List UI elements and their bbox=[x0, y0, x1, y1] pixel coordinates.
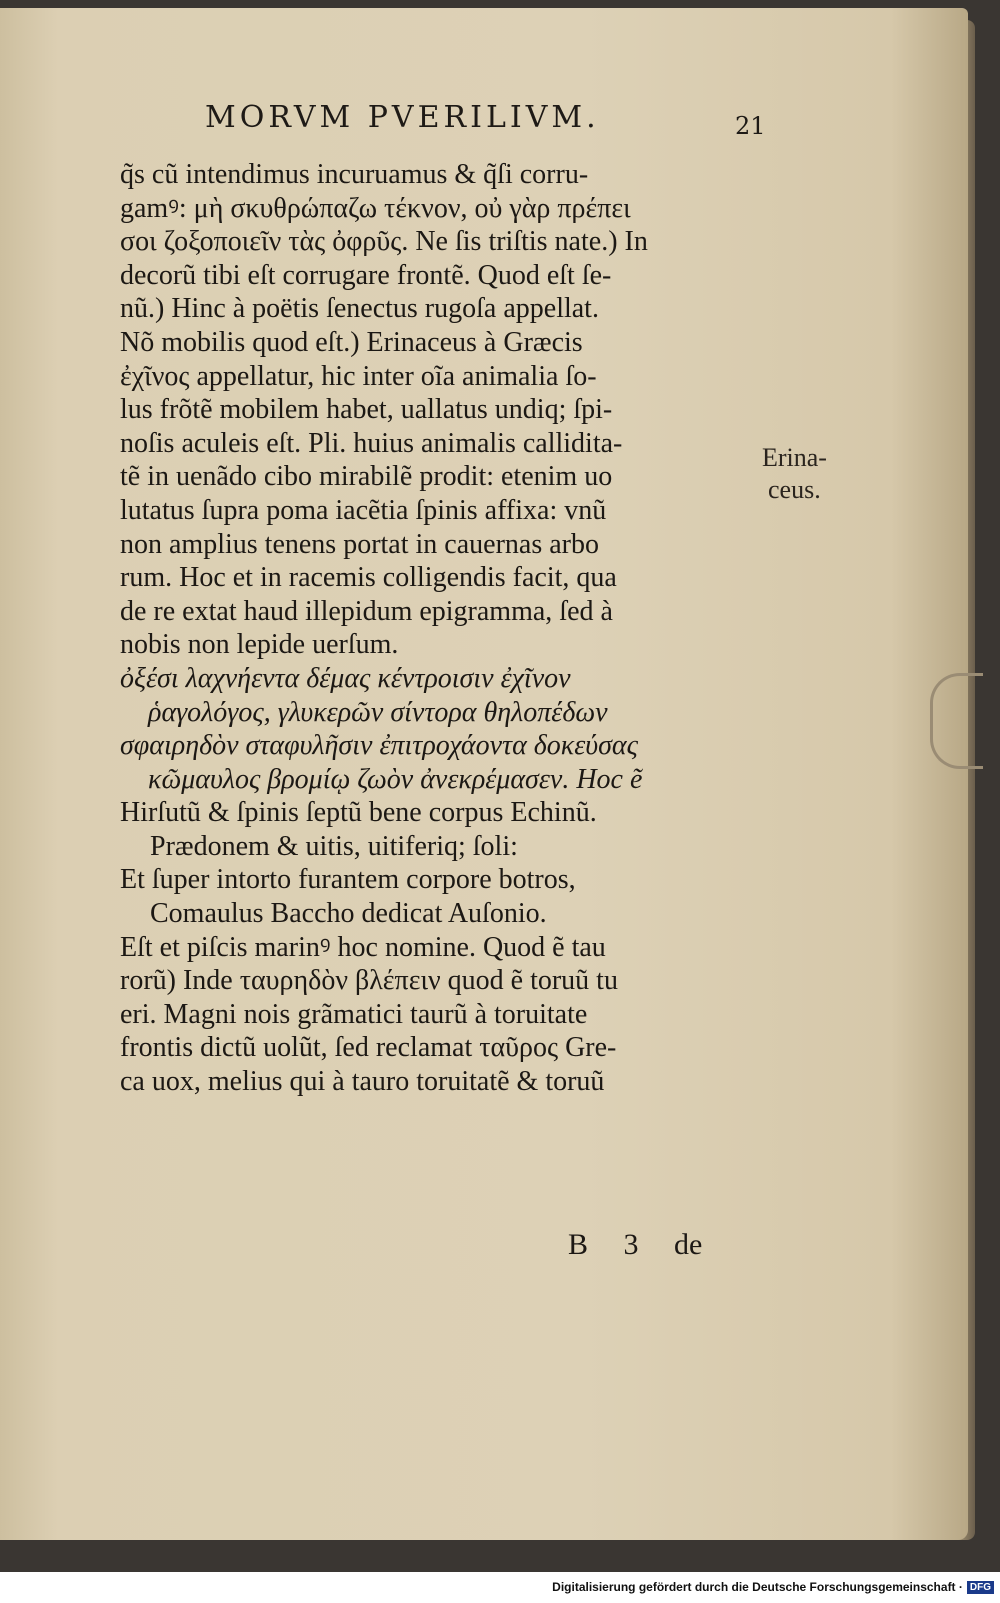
marginal-note-line: Erina- bbox=[762, 443, 827, 472]
footer-credit bbox=[552, 1580, 994, 1594]
signature-mark: B 3 bbox=[568, 1228, 639, 1261]
folio-number: 21 bbox=[735, 112, 766, 140]
text-line: κῶμαυλος βρομίῳ ζωὸν ἀνεκρέμασεν. Hoc ẽ bbox=[148, 763, 643, 795]
text-line: Prædonem & uitis, uitiferiq; ſoli: bbox=[150, 830, 518, 862]
text-line: lutatus ſupra poma iacẽtia ſpinis affixa: vnũ bbox=[120, 494, 607, 526]
text-line: ὀξέσι λαχνήεντα δέμας κέντροισιν ἐχῖνον bbox=[120, 662, 571, 694]
footer-credit-text: Digitalisierung gefördert durch die Deutsche Forschungsgemeinschaft · bbox=[552, 1580, 963, 1594]
text-line: rorũ) Inde ταυρηδὸν βλέπειν quod ẽ toruũ tu bbox=[120, 965, 618, 997]
text-line: Hirſutũ & ſpinis ſeptũ bene corpus Echinũ. bbox=[120, 797, 597, 829]
text-line: tẽ in uenãdo cibo mirabilẽ prodit: etenim uo bbox=[120, 461, 613, 493]
text-line: lus frõtẽ mobilem habet, uallatus undiq; ſpi- bbox=[120, 394, 613, 426]
text-line: nũ.) Hinc à poëtis ſenectus rugoſa appellat. bbox=[120, 293, 599, 325]
text-line: frontis dictũ uolũt, ſed reclamat ταῦρος Gre- bbox=[120, 1032, 617, 1064]
page-clip bbox=[930, 673, 983, 769]
text-line: decorũ tibi eſt corrugare frontẽ. Quod eſt ſe- bbox=[120, 259, 612, 291]
page-text bbox=[120, 158, 760, 1099]
text-line: rum. Hoc et in racemis colligendis facit, qua bbox=[120, 562, 617, 594]
text-line: ca uox, melius qui à tauro toruitatẽ & toruũ bbox=[120, 1066, 605, 1098]
commentary-continuation bbox=[120, 931, 760, 1099]
text-line: de re extat haud illepidum epigramma, ſed à bbox=[120, 595, 613, 627]
catchword: de bbox=[674, 1228, 703, 1261]
text-line: gamꝰ: μὴ σκυθρώπαζω τέκνον, οὐ γὰρ πρέπει bbox=[120, 192, 631, 224]
latin-verse bbox=[120, 796, 760, 930]
text-line: Et ſuper intorto furantem corpore botros, bbox=[120, 864, 576, 896]
dfg-logo: DFG bbox=[967, 1581, 994, 1594]
text-line: q̃s cũ intendimus incuruamus & q̃ſi corru- bbox=[120, 159, 589, 190]
text-line: σφαιρηδὸν σταφυλῆσιν ἐπιτροχάοντα δοκεύσας bbox=[120, 730, 638, 762]
text-line: ἐχῖνος appellatur, hic inter oĩa animalia ſo- bbox=[120, 360, 597, 392]
text-line: Nõ mobilis quod eſt.) Erinaceus à Græcis bbox=[120, 326, 583, 358]
marginal-note bbox=[762, 442, 827, 506]
greek-epigram bbox=[120, 662, 760, 796]
text-line: nobis non lepide uerſum. bbox=[120, 629, 399, 661]
text-line: Eſt et piſcis marinꝰ hoc nomine. Quod ẽ tau bbox=[120, 931, 606, 963]
marginal-note-line: ceus. bbox=[768, 475, 821, 504]
text-line: eri. Magni nois grãmatici taurũ à toruitate bbox=[120, 998, 588, 1030]
catchword-line bbox=[568, 1228, 702, 1262]
text-line: σοι ζοξοποιεῖν τὰς ὀφρῦς. Ne ſis triſtis nate.) In bbox=[120, 226, 648, 258]
running-title: MORVM PVERILIVM. bbox=[205, 100, 600, 135]
text-line: noſis aculeis eſt. Pli. huius animalis callidita- bbox=[120, 427, 623, 459]
text-line: non amplius tenens portat in cauernas arbo bbox=[120, 528, 599, 560]
body-text bbox=[120, 158, 760, 662]
text-line: ῥαγολόγος, γλυκερῶν σίντορα θηλοπέδων bbox=[148, 696, 608, 728]
text-line: Comaulus Baccho dedicat Auſonio. bbox=[150, 898, 547, 930]
